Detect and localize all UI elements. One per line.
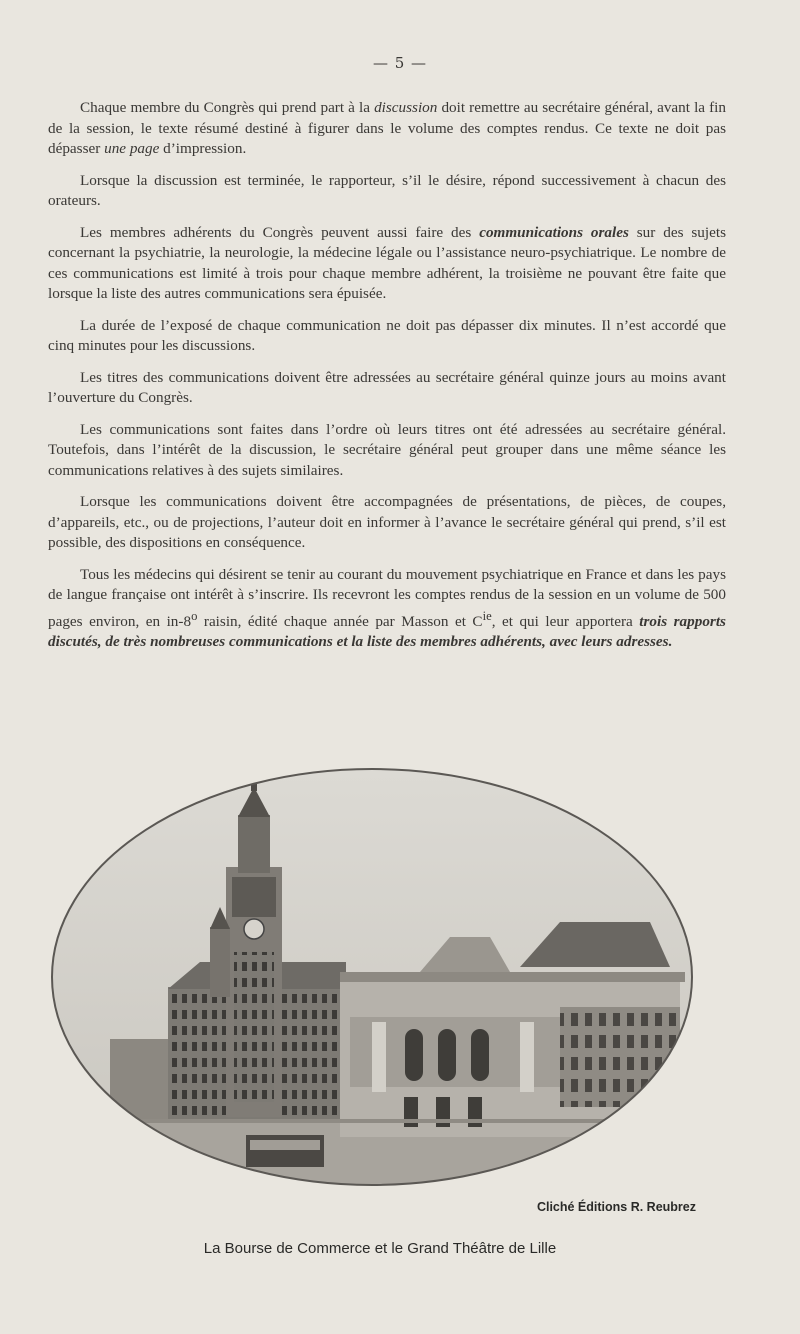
- emphasis: discussion: [374, 99, 438, 116]
- paragraph-discussion: [48, 98, 726, 160]
- page-number: — 5 —: [372, 54, 428, 72]
- paragraph-titres: Les titres des communications doivent être adressées au secrétaire général quinze jours au moins avant l’ouverture du Congrès.: [48, 368, 726, 406]
- emphasis: trois rapports discutés, de très nombreuses communications et la liste des membres adhérents, avec leurs adresses.: [48, 612, 726, 651]
- paragraph-ordre: Les communications sont faites dans l’ordre où leurs titres ont été adressées au secrétaire général. Toutefois, dans l’intérêt de la discussion, le secrétaire général peut grouper dans une même séance les communications relatives à des sujets similaires.: [48, 420, 726, 479]
- text-run: Les membres adhérents du Congrès peuvent aussi faire des: [80, 223, 480, 241]
- paragraph-inscription: [48, 565, 726, 653]
- text-run: Tous les médecins qui désirent se tenir au courant du mouvement psychiatrique en France et dans les pays de langue française ont intérêt à s’inscrire. Ils recevront les comptes rendus de la session en un volume de 500 pages environ, en in-8: [48, 565, 726, 630]
- paragraph-presentations: Lorsque les communications doivent être accompagnées de présentations, de pièces, de coupes, d’appareils, etc., ou de projections, l’auteur doit en informer à l’avance le secrétaire général qui prend, s’il est possible, des dispositions en conséquence.: [48, 493, 726, 551]
- paragraph-rapporteur: Lorsque la discussion est terminée, le rapporteur, s’il le désire, répond successivement à chacun des orateurs.: [48, 171, 726, 209]
- text-run: doit remettre au secrétaire général, avant la fin de la session, le texte résumé destiné à figurer dans le volume des comptes rendus. Ce texte ne doit pas dépasser: [48, 99, 726, 157]
- superscript: o: [191, 608, 198, 623]
- lille-buildings-illustration: [50, 767, 694, 1187]
- paragraph-communications: [48, 223, 726, 305]
- body-text: [48, 98, 726, 653]
- emphasis: une page: [104, 140, 160, 157]
- photo-credit: Cliché Éditions R. Reubrez: [536, 1200, 696, 1214]
- text-run: , et qui leur apportera: [491, 612, 640, 630]
- photo-caption: La Bourse de Commerce et le Grand Théâtre de Lille: [203, 1240, 557, 1257]
- text-run: sur des sujets concernant la psychiatrie, la neurologie, la médecine légale ou l’assistance neuro-psychiatrique. Le nombre de ces communications est limité à trois pour chaque membre adhérent, la troisième ne pouvant être faite que lorsque la liste des autres communications sera épuisée.: [48, 223, 726, 302]
- text-run: raisin, édité chaque année par Masson et C: [197, 612, 483, 630]
- paragraph-duree: La durée de l’exposé de chaque communication ne doit pas dépasser dix minutes. Il n’est accordé que cinq minutes pour les discussions.: [48, 316, 726, 354]
- emphasis: communications orales: [479, 223, 629, 241]
- text-run: Chaque membre du Congrès qui prend part à la: [80, 99, 375, 116]
- text-run: d’impression.: [159, 140, 247, 157]
- oval-photograph: [50, 767, 694, 1187]
- superscript: ie: [482, 608, 492, 623]
